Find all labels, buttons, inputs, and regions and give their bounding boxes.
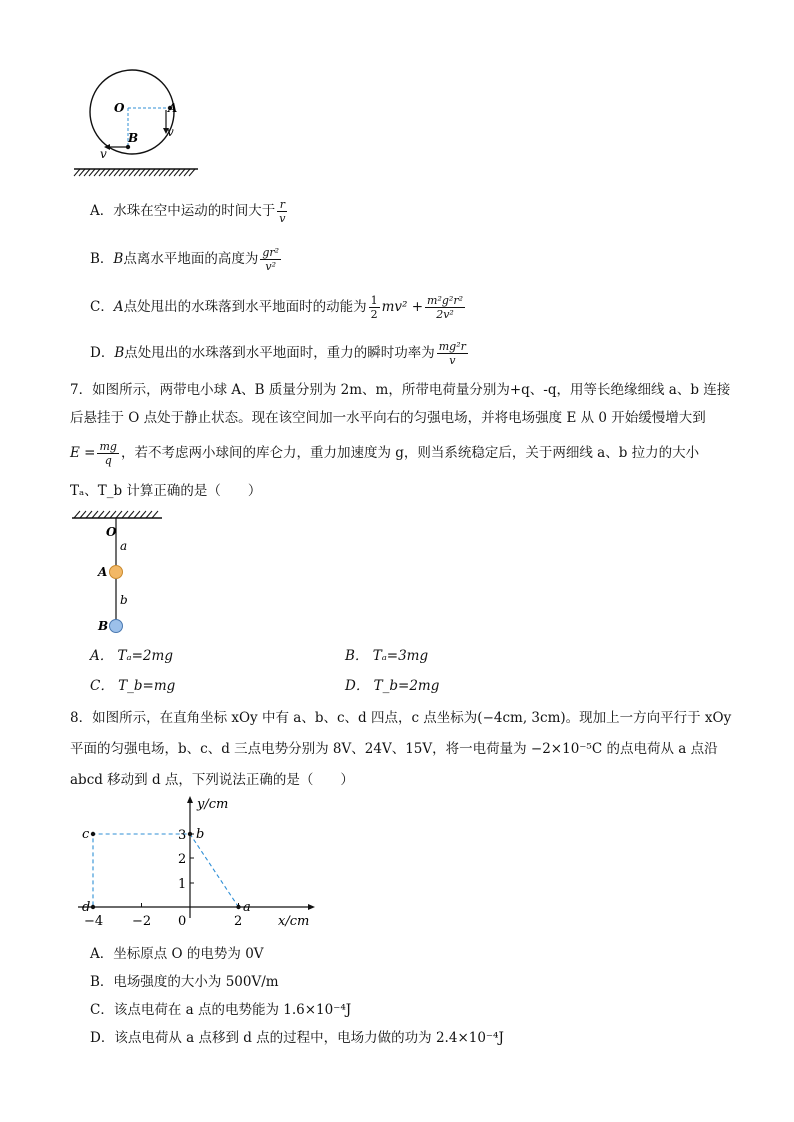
q6-option-a	[90, 198, 289, 225]
q6-option-c	[90, 294, 467, 321]
q8-label-d: d	[82, 900, 91, 915]
q8-xtick-neg4: −4	[84, 914, 104, 929]
q8-path-abcd	[93, 834, 239, 907]
q6-label-a: A	[168, 101, 178, 115]
q8-ytick-2: 2	[178, 852, 187, 867]
q7-stem-line4: Tₐ、T_b 计算正确的是（ ）	[70, 483, 262, 499]
q6-option-c-point: A	[113, 299, 124, 315]
q8-ticks	[93, 834, 239, 907]
q7-option-b: B． Tₐ=3mg	[345, 648, 429, 664]
q6-option-c-half	[369, 294, 380, 321]
q6-option-c-prefix: C．	[90, 299, 114, 315]
q6-label-o: O	[114, 101, 125, 115]
q7-label-thread-b: b	[120, 593, 128, 607]
q6-option-d-text: 点处甩出的水珠落到水平地面时，重力的瞬时功率为	[124, 345, 435, 361]
q6-option-b-prefix: B．	[90, 251, 114, 267]
q7-stem-den: q	[104, 454, 112, 467]
q6-label-b: B	[128, 131, 139, 145]
q8-ylabel: y/cm	[197, 797, 229, 812]
q7-stem-line3	[70, 440, 699, 467]
q8-point-b	[188, 832, 192, 836]
q6-option-b	[90, 246, 283, 273]
q8-ytick-3: 3	[178, 828, 187, 843]
q6-option-b-num: gr²	[262, 246, 280, 259]
q8-label-c: c	[82, 827, 90, 842]
q7-label-ball-a: A	[98, 565, 108, 579]
q6-option-a-fraction	[277, 198, 287, 225]
q8-option-d: D．该点电荷从 a 点移到 d 点的过程中，电场力做的功为 2.4×10⁻⁴J	[90, 1030, 504, 1046]
q8-ytick-1: 1	[178, 877, 187, 892]
q8-stem-line3: abcd 移动到 d 点，下列说法正确的是（ ）	[70, 772, 354, 788]
q8-figure	[70, 792, 320, 932]
q6-option-d-fraction	[437, 340, 468, 367]
q7-stem-rest: ，若不考虑两小球间的库仑力，重力加速度为 g，则当系统稳定后，关于两细线 a、b 拉力的大小	[120, 445, 700, 461]
q6-option-b-text: 点离水平地面的高度为	[123, 251, 259, 267]
q6-option-a-den: v	[279, 212, 286, 225]
q6-option-b-fraction	[260, 246, 281, 273]
q7-stem-num: mg	[99, 440, 117, 453]
q7-stem-e: E =	[70, 445, 96, 461]
q8-x-axis-arrow	[308, 904, 315, 910]
q8-y-axis-arrow	[187, 796, 193, 803]
q6-option-c-text: 点处甩出的水珠落到水平地面时的动能为	[123, 299, 367, 315]
q7-option-c: C． T_b=mg	[90, 678, 176, 694]
q6-option-c-half-den: 2	[370, 308, 378, 321]
q6-option-c-mv: mv² +	[381, 299, 424, 315]
q8-stem-line1: 8．如图所示，在直角坐标 xOy 中有 a、b、c、d 四点，c 点坐标为(−4cm, 3cm)。现加上一方向平行于 xOy	[70, 710, 732, 726]
q7-figure	[70, 508, 170, 638]
q8-xtick-0: 0	[178, 914, 187, 929]
q6-option-c-fraction	[425, 294, 465, 321]
q7-ceiling-hatch	[74, 511, 158, 518]
q7-option-d: D． T_b=2mg	[345, 678, 440, 694]
q7-stem-line1: 7．如图所示，两带电小球 A、B 质量分别为 2m、m，所带电荷量分别为+q、-q，用等长绝缘细线 a、b 连接	[70, 382, 731, 398]
q7-ball-a	[110, 566, 123, 579]
q7-option-a: A． Tₐ=2mg	[90, 648, 173, 664]
q6-option-a-num: r	[277, 198, 287, 212]
q6-label-v-down: v	[167, 125, 174, 139]
q7-ball-b	[110, 620, 123, 633]
q8-option-a: A．坐标原点 O 的电势为 0V	[90, 946, 264, 962]
q8-xtick-neg2: −2	[132, 914, 152, 929]
q8-stem-line2: 平面的匀强电场，b、c、d 三点电势分别为 8V、24V、15V，将一电荷量为 −2×10⁻⁵C 的点电荷从 a 点沿	[70, 741, 718, 757]
q6-option-a-text: A．水珠在空中运动的时间大于	[90, 203, 276, 219]
q8-point-c	[91, 832, 95, 836]
q8-point-d	[91, 905, 95, 909]
q6-option-b-den: v²	[265, 260, 277, 273]
q8-xlabel: x/cm	[278, 914, 310, 929]
q7-label-thread-a: a	[120, 539, 128, 553]
q6-option-d-prefix: D．	[90, 345, 115, 361]
q6-figure	[70, 68, 200, 178]
q6-option-c-num: m²g²r²	[427, 294, 464, 307]
q8-label-a: a	[243, 900, 251, 915]
q6-option-d-den: v	[449, 354, 456, 367]
q6-option-c-den: 2v²	[436, 308, 454, 321]
q7-label-ball-b: B	[98, 619, 109, 633]
q6-option-d	[90, 340, 470, 367]
q7-label-o: O	[106, 525, 117, 539]
q6-ground-hatch	[74, 169, 195, 176]
q8-option-c: C．该点电荷在 a 点的电势能为 1.6×10⁻⁴J	[90, 1002, 352, 1018]
q6-label-v-left: v	[100, 147, 107, 161]
q6-option-d-num: mg²r	[438, 340, 466, 353]
q8-label-b: b	[196, 827, 205, 842]
q8-option-b: B．电场强度的大小为 500V/m	[90, 974, 279, 990]
q8-xtick-2: 2	[234, 914, 243, 929]
q7-stem-line2: 后悬挂于 O 点处于静止状态。现在该空间加一水平向右的匀强电场，并将电场强度 E 从 0 开始缓慢增大到	[70, 410, 706, 426]
q6-option-c-half-num: 1	[370, 294, 378, 307]
q8-point-a	[236, 905, 240, 909]
q7-stem-fraction	[97, 440, 118, 467]
q6-option-b-point: B	[113, 251, 124, 267]
q6-option-d-point: B	[114, 345, 125, 361]
